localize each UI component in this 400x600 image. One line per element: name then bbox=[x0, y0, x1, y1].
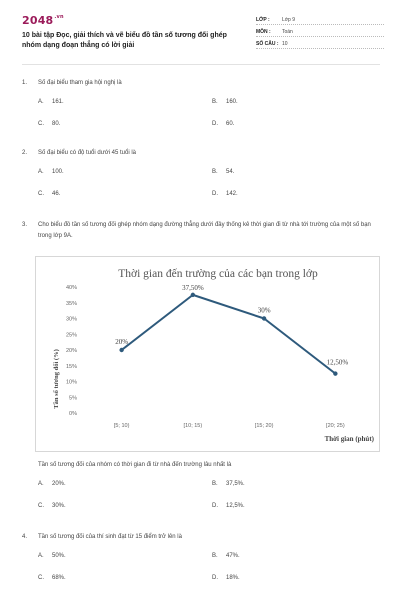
y-tick-label: 40% bbox=[65, 285, 77, 291]
y-tick-label: 35% bbox=[65, 300, 77, 307]
meta-subject-value: Toán bbox=[282, 29, 293, 35]
data-point bbox=[333, 371, 337, 375]
data-label: 12,50% bbox=[326, 358, 349, 367]
data-label: 37,50% bbox=[182, 283, 204, 292]
option-b[interactable]: B. 54. bbox=[212, 169, 235, 175]
meta-count-row bbox=[256, 38, 384, 49]
question-number: 2. bbox=[22, 150, 28, 156]
question-subtext: Tần số tương đối của nhóm có thời gian đi từ nhà đến trường lâu nhất là bbox=[38, 462, 232, 468]
question-1 bbox=[22, 78, 378, 139]
question-3-prompt bbox=[22, 460, 378, 521]
option-d[interactable]: D. 12,5%. bbox=[212, 503, 245, 509]
option-d[interactable]: D. 60. bbox=[212, 121, 235, 127]
option-a[interactable]: A. 20%. bbox=[38, 481, 66, 487]
option-c[interactable]: C. 80. bbox=[38, 121, 61, 127]
y-axis-label: Tần số tương đối (%) bbox=[53, 349, 60, 409]
question-number: 3. bbox=[22, 222, 28, 228]
option-b[interactable]: B. 160. bbox=[212, 99, 238, 105]
data-point bbox=[191, 293, 195, 297]
option-b[interactable]: B. 37,5%. bbox=[212, 481, 245, 487]
data-label: 20% bbox=[115, 338, 129, 346]
data-point bbox=[119, 348, 123, 352]
meta-class-row bbox=[256, 14, 384, 25]
x-axis-label: Thời gian (phút) bbox=[324, 435, 374, 443]
y-tick-label: 10% bbox=[65, 379, 77, 386]
document-meta bbox=[256, 14, 384, 50]
meta-count-value: 10 bbox=[282, 41, 288, 47]
y-tick-label: 15% bbox=[65, 363, 77, 370]
question-text: Số đại biểu có độ tuổi dưới 45 tuổi là bbox=[38, 150, 137, 156]
meta-count-label: SỐ CÂU : bbox=[256, 41, 279, 47]
question-number: 1. bbox=[22, 80, 28, 86]
x-tick-label: [20; 25) bbox=[326, 423, 345, 429]
question-text: Số đại biểu tham gia hội nghị là bbox=[38, 80, 122, 86]
y-tick-label: 20% bbox=[65, 348, 77, 354]
line-chart bbox=[36, 257, 379, 451]
option-c[interactable]: C. 30%. bbox=[38, 503, 66, 509]
y-tick-label: 30% bbox=[65, 316, 77, 323]
meta-class-label: LỚP : bbox=[256, 17, 270, 23]
y-tick-label: 25% bbox=[65, 332, 77, 339]
question-number: 4. bbox=[22, 534, 28, 540]
x-tick-label: [10; 15) bbox=[183, 423, 203, 429]
x-tick-label: [15; 20) bbox=[254, 423, 274, 429]
document-title: 10 bài tập Đọc, giải thích và vẽ biểu đồ tần số tương đối ghép nhóm dạng đoạn thẳng có lời giải bbox=[22, 32, 227, 49]
option-c[interactable]: C. 68%. bbox=[38, 575, 66, 581]
option-b[interactable]: B. 47%. bbox=[212, 553, 240, 559]
option-a[interactable]: A. 50%. bbox=[38, 553, 66, 559]
question-text: Cho biểu đồ tần số tương đối ghép nhóm dạng đường thẳng dưới đây thống kê thời gian đi từ nhà tới trường của một số bạn trong lớp 9A. bbox=[38, 222, 371, 239]
x-tick-label: [5; 10) bbox=[113, 423, 130, 429]
data-point bbox=[262, 316, 266, 320]
chart-container bbox=[35, 256, 380, 452]
question-4 bbox=[22, 532, 378, 593]
option-d[interactable]: D. 18%. bbox=[212, 575, 240, 581]
y-tick-label: 0% bbox=[69, 411, 77, 417]
data-label: 30% bbox=[257, 306, 271, 315]
meta-class-value: Lớp 9 bbox=[282, 17, 296, 23]
option-a[interactable]: A. 161. bbox=[38, 99, 64, 105]
option-a[interactable]: A. 100. bbox=[38, 169, 64, 175]
page-header bbox=[22, 14, 384, 64]
header-divider bbox=[22, 64, 380, 65]
series-line bbox=[122, 295, 336, 374]
site-logo[interactable]: $2048^{.vn}$ bbox=[22, 14, 64, 27]
question-2 bbox=[22, 148, 378, 209]
option-d[interactable]: D. 142. bbox=[212, 191, 238, 197]
y-tick-label: 5% bbox=[69, 395, 77, 402]
meta-subject-label: MÔN : bbox=[256, 29, 271, 35]
question-3 bbox=[22, 220, 378, 242]
question-text: Tần số tương đối của thí sinh đạt từ 15 điểm trở lên là bbox=[38, 534, 182, 540]
option-c[interactable]: C. 46. bbox=[38, 191, 61, 197]
meta-subject-row bbox=[256, 26, 384, 37]
chart-title: Thời gian đến trường của các bạn trong lớp bbox=[118, 268, 318, 280]
